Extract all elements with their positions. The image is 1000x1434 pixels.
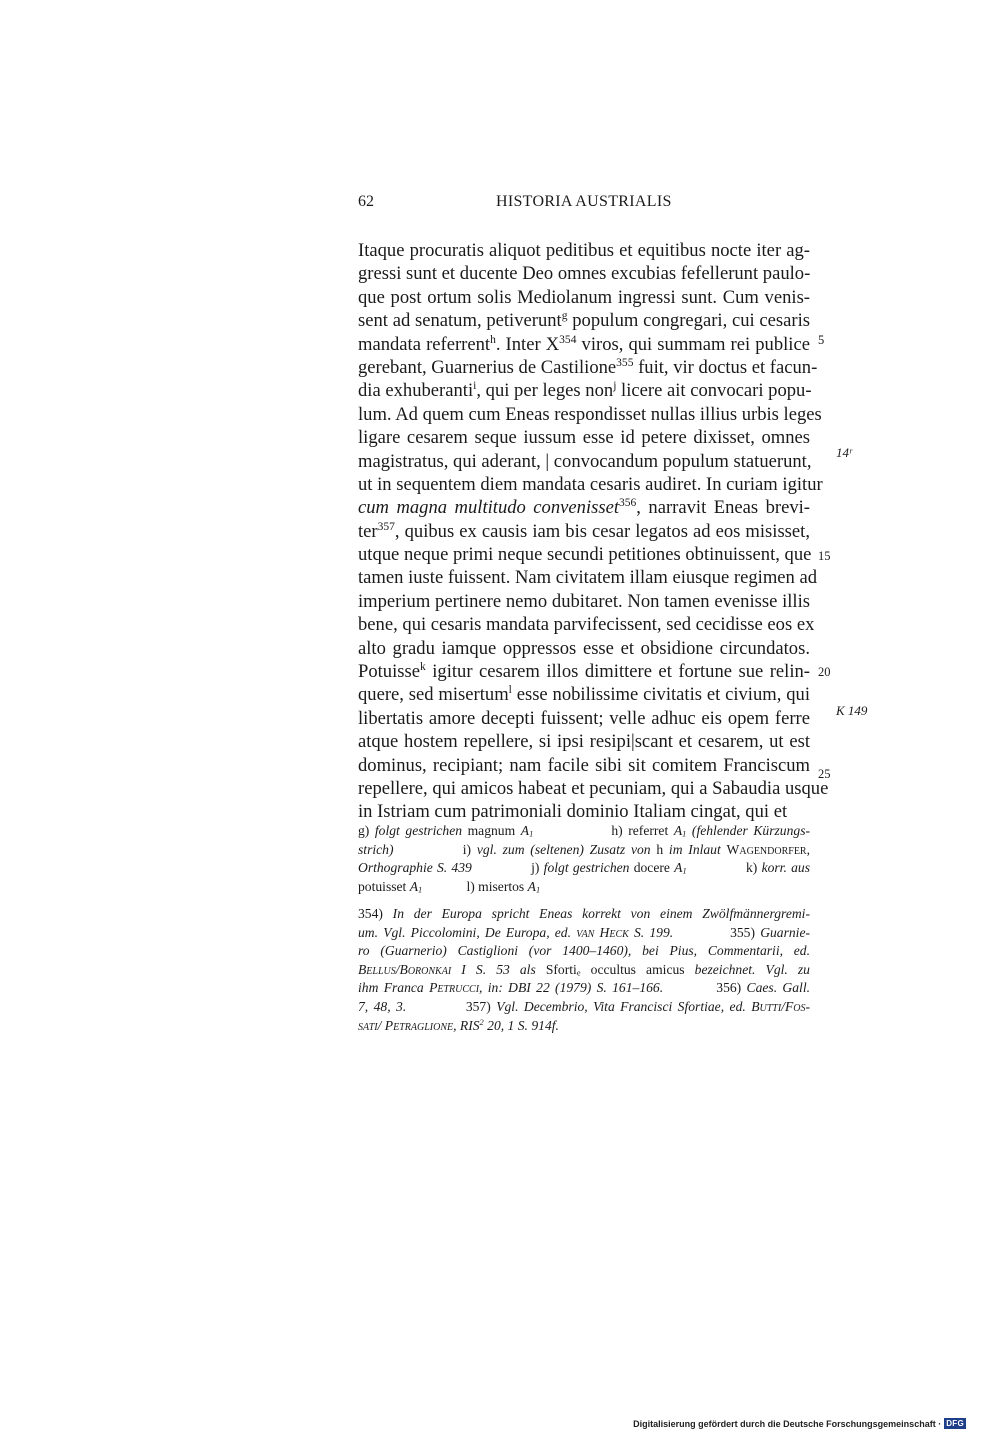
- text-line: magistratus, qui aderant, | convocandum populum statuerunt,: [358, 450, 812, 472]
- text-line: sent ad senatum, petiverunt$^g$ populum congregari, cui cesaris: [358, 310, 810, 332]
- text-line: quere, sed misertum$^l$ esse nobilissime civitatis et civium, qui: [358, 684, 810, 706]
- text-line: Itaque procuratis aliquot peditibus et equitibus nocte iter ag-: [358, 240, 810, 261]
- text-line: libertatis amore decepti fuissent; velle adhuc eis opem ferre: [358, 707, 810, 729]
- dfg-logo: DFG: [946, 1419, 964, 1428]
- commentary-line: sati/ Petraglione, RIS$^2$ 20, 1 S. 914f.: [358, 1016, 559, 1033]
- apparatus-line: Orthographie S. 439 j) folgt gestrichen docere $A_1$ k) korr. aus: [358, 860, 810, 876]
- text-line: in Istriam cum patrimoniali dominio Italiam cingat, qui et: [358, 801, 788, 823]
- line-number-25: 25: [818, 767, 831, 781]
- line-number-20: 20: [818, 665, 831, 679]
- text-line: tamen iuste fuissent. Nam civitatem illam eiusque regimen ad: [358, 567, 818, 589]
- credit-text: Digitalisierung gefördert durch die Deutsche Forschungsgemeinschaft ·: [633, 1418, 942, 1429]
- critical-apparatus: [358, 822, 810, 896]
- text-line: utque neque primi neque secundi petitiones obtinuissent, que: [358, 544, 812, 566]
- text-line: atque hostem repellere, si ipsi resipi|scant et cesarem, ut est: [358, 731, 810, 753]
- text-line: lum. Ad quem cum Eneas respondisset nullas illius urbis leges: [358, 403, 822, 425]
- digitization-credit: [633, 1418, 966, 1429]
- apparatus-line: g) folgt gestrichen magnum $A_1$ h) referret $A_1$ (fehlender Kürzungs-: [358, 823, 811, 839]
- text-line: que post ortum solis Mediolanum ingressi sunt. Cum venis-: [358, 286, 810, 308]
- line-number-5: 5: [818, 333, 825, 347]
- text-line: alto gradu iamque oppressos esse et obsidione circundatos.: [358, 637, 810, 659]
- text-line: bene, qui cesaris mandata parvifecissent, sed cecidisse eos ex: [358, 614, 815, 636]
- commentary-line: 7, 48, 3. 357) Vgl. Decembrio, Vita Francisci Sfortiae, ed. Butti/Fos-: [358, 998, 810, 1014]
- commentary-line: um. Vgl. Piccolomini, De Europa, ed. van Heck S. 199. 355) Guarnie-: [358, 924, 811, 940]
- commentary-line: 354) In der Europa spricht Eneas korrekt von einem Zwölfmännergremi-: [358, 906, 810, 921]
- commentary-line: ihm Franca Petrucci, in: DBI 22 (1979) S. 161–166. 356) Caes. Gall.: [358, 980, 811, 996]
- text-line: ter$^{357}$, quibus ex causis iam bis cesar legatos ad eos misisset,: [358, 520, 810, 542]
- running-title: HISTORIA AUSTRIALIS: [496, 193, 672, 210]
- text-line: cum magna multitudo convenisset$^{356}$, narravit Eneas brevi-: [358, 497, 810, 519]
- text-line: repellere, qui amicos habeat et pecuniam, qui a Sabaudia usque: [358, 777, 829, 799]
- margin-note-folio: 14ʳ: [836, 445, 852, 460]
- text-line: imperium pertinere nemo dubitaret. Non tamen evenisse illis: [358, 590, 810, 612]
- apparatus-line: strich) i) vgl. zum (seltenen) Zusatz von h im Inlaut Wagendorfer,: [358, 841, 811, 857]
- margin-note-edition: K 149: [836, 703, 868, 718]
- text-line: mandata referrent$^h$. Inter $X^{354}$ viros, qui summam rei publice: [358, 333, 810, 355]
- text-line: Potuisse$^k$ igitur cesarem illos dimittere et fortune sue relin-: [358, 660, 810, 683]
- text-line: ligare cesarem seque iussum esse id petere dixisset, omnes: [358, 427, 810, 449]
- text-line: dia exhuberanti$^i$, qui per leges non$^j$ licere ait convocari popu-: [358, 380, 812, 402]
- commentary-line: ro (Guarnerio) Castiglioni (vor 1400–1460), bei Pius, Commentarii, ed.: [358, 943, 810, 959]
- text-line: gerebant, Guarnerius de Castilione$^{355}$ fuit, vir doctus et facun-: [358, 356, 818, 378]
- text-line: dominus, recipiant; nam facile sibi sit comitem Franciscum: [358, 754, 810, 776]
- text-line: ut in sequentem diem mandata cesaris audiret. In curiam igitur: [358, 473, 823, 495]
- commentary-notes: [358, 905, 810, 1035]
- line-number-15: 15: [818, 549, 831, 563]
- commentary-line: Bellus/Boronkai I S. 53 als Sforti$_e$ occultus amicus bezeichnet. Vgl. zu: [358, 961, 810, 978]
- apparatus-line: potuisset $A_1$ l) misertos $A_1$: [358, 878, 541, 895]
- page-number: 62: [358, 193, 374, 210]
- text-line: gressi sunt et ducente Deo omnes excubias fefellerunt paulo-: [358, 263, 811, 285]
